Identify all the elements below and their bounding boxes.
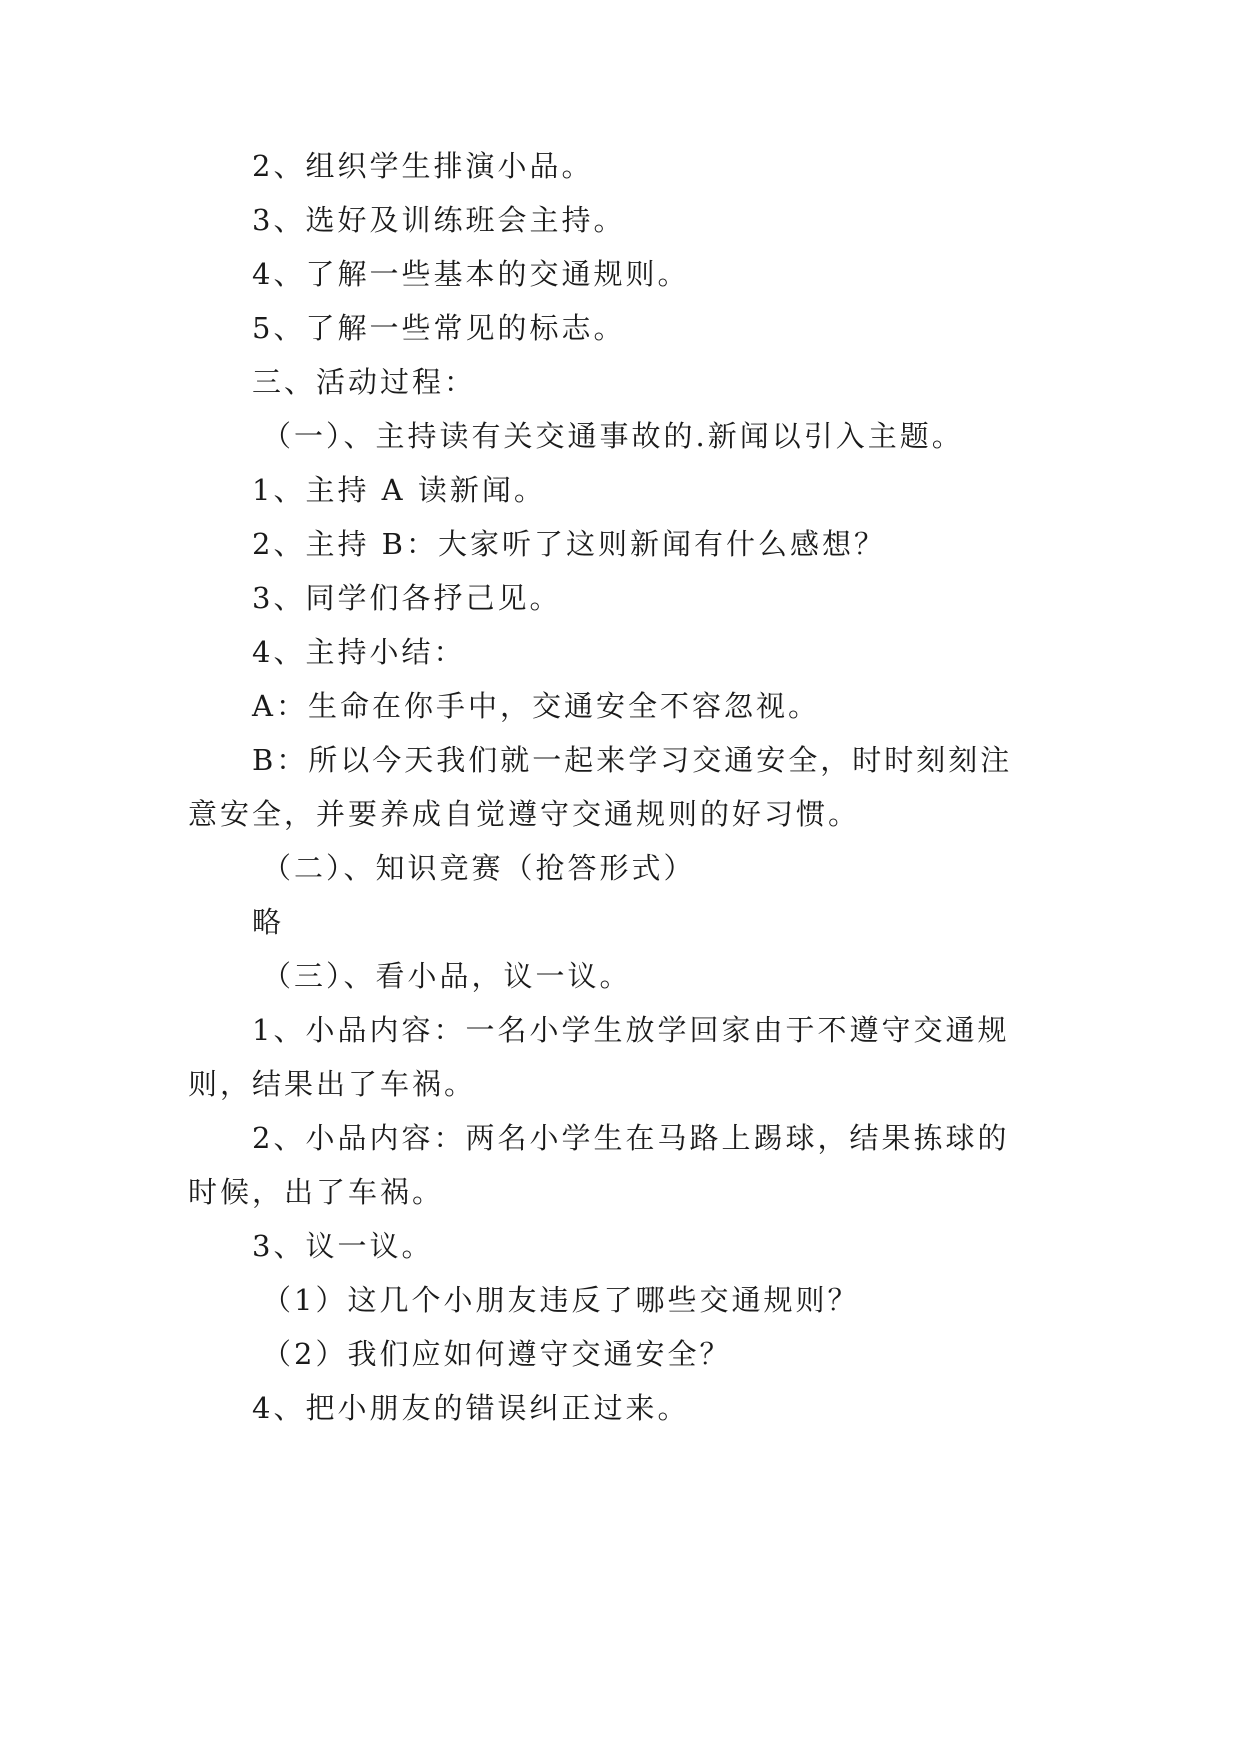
paragraph-line: 略 xyxy=(252,905,285,939)
paragraph-line: B：所以今天我们就一起来学习交通安全，时时刻刻注 xyxy=(252,743,1013,777)
paragraph-line: 3、选好及训练班会主持。 xyxy=(252,203,626,237)
paragraph-line: 3、同学们各抒己见。 xyxy=(252,581,562,615)
paragraph-line: （2）我们应如何遵守交通安全？ xyxy=(262,1337,732,1371)
subsection-heading: （二）、知识竞赛（抢答形式） xyxy=(262,851,696,885)
paragraph-line: 2、组织学生排演小品。 xyxy=(252,149,594,183)
subsection-heading: （一）、主持读有关交通事故的.新闻以引入主题。 xyxy=(262,419,964,453)
paragraph-line: 则，结果出了车祸。 xyxy=(188,1067,477,1101)
paragraph-line: 意安全，并要养成自觉遵守交通规则的好习惯。 xyxy=(188,797,861,831)
paragraph-line: 2、主持 B：大家听了这则新闻有什么感想？ xyxy=(252,527,886,561)
section-heading: 三、活动过程： xyxy=(252,365,477,399)
paragraph-line: 4、把小朋友的错误纠正过来。 xyxy=(252,1391,690,1425)
paragraph-line: A：生命在你手中，交通安全不容忽视。 xyxy=(252,689,820,723)
paragraph-line: 4、了解一些基本的交通规则。 xyxy=(252,257,690,291)
paragraph-line: （1）这几个小朋友违反了哪些交通规则？ xyxy=(262,1283,860,1317)
paragraph-line: 时候，出了车祸。 xyxy=(188,1175,445,1209)
paragraph-line: 2、小品内容：两名小学生在马路上踢球，结果拣球的 xyxy=(252,1121,1010,1155)
subsection-heading: （三）、看小品，议一议。 xyxy=(262,959,632,993)
paragraph-line: 3、议一议。 xyxy=(252,1229,434,1263)
paragraph-line: 1、小品内容：一名小学生放学回家由于不遵守交通规 xyxy=(252,1013,1010,1047)
paragraph-line: 1、主持 A 读新闻。 xyxy=(252,473,546,507)
paragraph-line: 5、了解一些常见的标志。 xyxy=(252,311,626,345)
paragraph-line: 4、主持小结： xyxy=(252,635,466,669)
